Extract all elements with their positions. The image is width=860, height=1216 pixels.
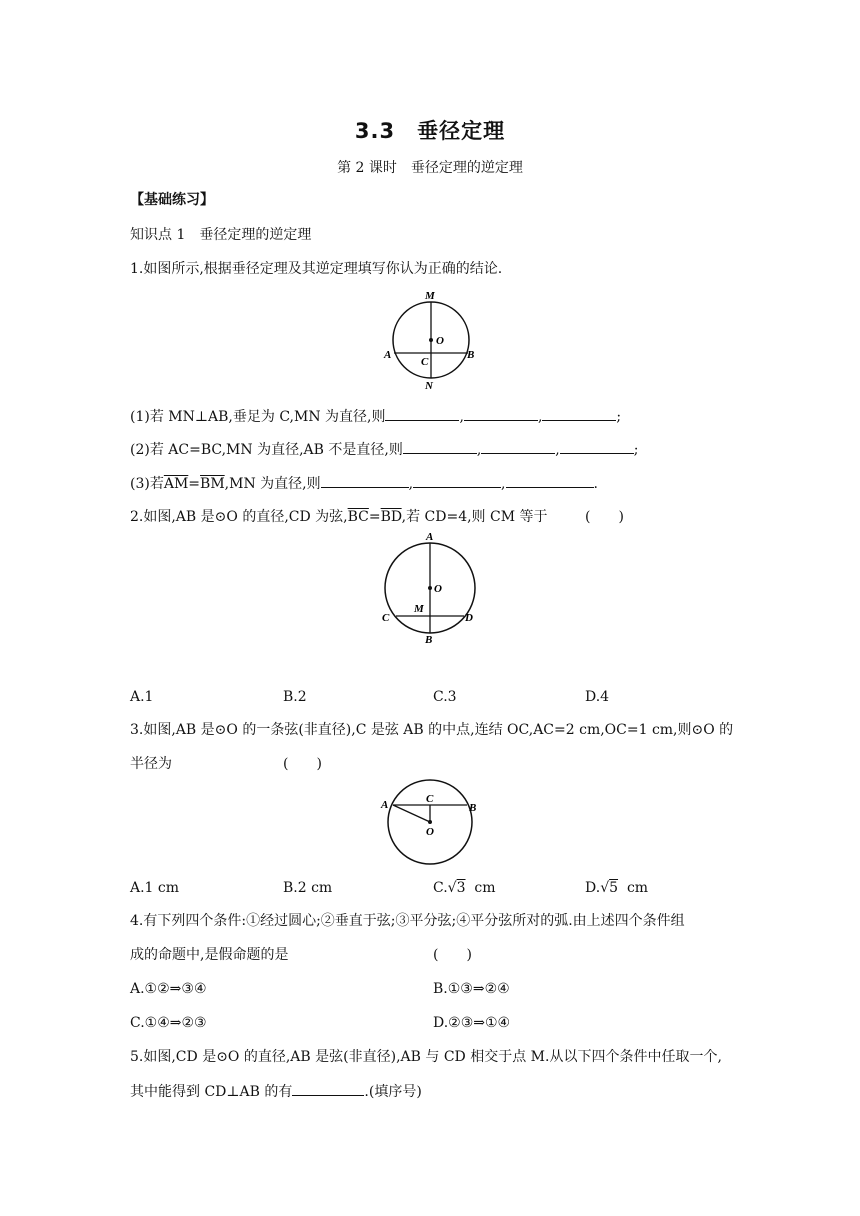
separator: , xyxy=(459,409,464,425)
q3-stem-line1: 3.如图,AB 是⊙O 的一条弦(非直径),C 是弦 AB 的中点,连结 OC,AC=2 cm,OC=1 cm,则⊙O 的 xyxy=(130,722,734,738)
q4-option-b[interactable]: B.①③⇒②④ xyxy=(433,981,510,997)
option-letter: C. xyxy=(433,880,448,896)
q1-part2-blank-3[interactable] xyxy=(560,439,634,454)
unit: cm xyxy=(626,880,649,896)
q3-option-d[interactable] xyxy=(585,878,648,898)
q1-part1-prefix: (1)若 MN⊥AB,垂足为 C,MN 为直径,则 xyxy=(130,409,386,425)
q2-label-b: B xyxy=(425,634,433,646)
q1-part3-blank-1[interactable] xyxy=(321,473,409,488)
separator: , xyxy=(501,476,506,492)
q1-part3-blank-3[interactable] xyxy=(506,473,594,488)
q2-option-c[interactable]: C.3 xyxy=(433,689,457,705)
q3-label-c: C xyxy=(426,793,434,805)
q3-stem-line2: 半径为 xyxy=(130,756,172,772)
q2-label-a: A xyxy=(426,531,434,543)
q1-part1-blank-3[interactable] xyxy=(542,406,616,421)
arc-bd: $\overline{BD}$ xyxy=(380,509,402,525)
q3-label-b: B xyxy=(469,802,477,814)
q3-option-a[interactable]: A.1 cm xyxy=(130,880,180,896)
arc-bm: $\overline{BM}$ xyxy=(200,476,225,492)
q5-stem-line1: 5.如图,CD 是⊙O 的直径,AB 是弦(非直径),AB 与 CD 相交于点 M.从以下四个条件中任取一个, xyxy=(130,1049,722,1065)
q1-label-o: O xyxy=(436,335,444,347)
q2-center-dot xyxy=(428,586,432,590)
separator: , xyxy=(476,442,482,458)
q1-part3 xyxy=(130,473,598,494)
q2-answer-paren[interactable]: ( ) xyxy=(585,509,624,525)
q3-option-b[interactable]: B.2 cm xyxy=(283,880,333,896)
sqrt-sign-icon: √ xyxy=(447,880,457,896)
q5-stem-line2 xyxy=(130,1081,422,1102)
equals-sign: = xyxy=(188,476,201,492)
semicolon: ; xyxy=(633,442,639,458)
q3-diagram xyxy=(375,780,490,875)
q1-stem: 1.如图所示,根据垂径定理及其逆定理填写你认为正确的结论. xyxy=(130,261,503,277)
q2-diagram xyxy=(370,528,490,648)
q1-label-b: B xyxy=(467,349,475,361)
q2-option-d[interactable]: D.4 xyxy=(585,689,610,705)
q1-part3-suffix: ,MN 为直径,则 xyxy=(224,476,321,492)
q1-label-n: N xyxy=(425,380,433,392)
q3-center-dot xyxy=(428,820,432,824)
q2-stem-part-b: ,若 CD=4,则 CM 等于 xyxy=(401,509,548,525)
q1-diagram xyxy=(370,285,490,395)
separator: , xyxy=(537,409,543,425)
q4-option-c[interactable]: C.①④⇒②③ xyxy=(130,1015,207,1031)
q1-part2 xyxy=(130,439,638,460)
q1-part2-prefix: (2)若 AC=BC,MN 为直径,AB 不是直径,则 xyxy=(130,442,403,458)
q3-option-c[interactable] xyxy=(433,878,496,898)
unit: cm xyxy=(474,880,496,896)
q4-option-a[interactable]: A.①②⇒③④ xyxy=(130,981,207,997)
q1-part3-blank-2[interactable] xyxy=(413,473,501,488)
sqrt-sign-icon: √ xyxy=(600,880,610,896)
lesson-subtitle: 第 2 课时 垂径定理的逆定理 xyxy=(337,160,523,176)
q1-label-a: A xyxy=(384,349,392,361)
section-heading: 【基础练习】 xyxy=(130,192,214,208)
q2-label-c: C xyxy=(382,612,390,624)
arc-am: $\overline{AM}$ xyxy=(163,476,189,492)
q2-stem-part-a: 2.如图,AB 是⊙O 的直径,CD 为弦, xyxy=(130,509,348,525)
q2-option-a[interactable]: A.1 xyxy=(130,689,154,705)
q4-answer-paren[interactable]: ( ) xyxy=(433,947,472,963)
q4-stem-line1: 4.有下列四个条件:①经过圆心;②垂直于弦;③平分弦;④平分弦所对的弧.由上述四个条件组 xyxy=(130,913,685,929)
q1-label-c: C xyxy=(421,356,429,368)
q5-answer-blank[interactable] xyxy=(292,1081,364,1096)
q1-part1-blank-1[interactable] xyxy=(385,406,459,421)
q1-part1 xyxy=(130,406,621,427)
q1-label-m: M xyxy=(425,290,435,302)
period: . xyxy=(593,476,598,492)
q3-segment-oa xyxy=(393,805,430,822)
q5-stem-suffix: .(填序号) xyxy=(364,1084,422,1100)
q1-part2-blank-2[interactable] xyxy=(481,439,555,454)
q2-label-m: M xyxy=(414,603,424,615)
q2-stem xyxy=(130,507,548,527)
q3-label-o: O xyxy=(426,826,434,838)
q1-part3-prefix: (3)若 xyxy=(130,476,164,492)
q2-label-o: O xyxy=(434,583,442,595)
arc-bc: $\overline{BC}$ xyxy=(347,509,369,525)
q1-center-dot xyxy=(429,338,433,342)
q1-part2-blank-1[interactable] xyxy=(403,439,477,454)
q4-option-d[interactable]: D.②③⇒①④ xyxy=(433,1015,511,1031)
q4-stem-line2: 成的命题中,是假命题的是 xyxy=(130,947,289,963)
option-letter: D. xyxy=(585,880,601,896)
radicand: 3 xyxy=(456,880,466,896)
page-title: 3.3 垂径定理 xyxy=(354,119,506,143)
q2-option-b[interactable]: B.2 xyxy=(283,689,307,705)
q3-label-a: A xyxy=(381,799,389,811)
q2-label-d: D xyxy=(465,612,473,624)
q1-part1-blank-2[interactable] xyxy=(464,406,538,421)
q3-answer-paren[interactable]: ( ) xyxy=(283,756,322,772)
knowledge-point-heading: 知识点 1 垂径定理的逆定理 xyxy=(130,227,312,243)
separator: , xyxy=(555,442,560,458)
q5-stem-prefix: 其中能得到 CD⊥AB 的有 xyxy=(130,1084,293,1100)
semicolon: ; xyxy=(616,409,622,425)
radicand: 5 xyxy=(609,880,619,896)
separator: , xyxy=(408,476,414,492)
equals-sign: = xyxy=(368,509,381,525)
